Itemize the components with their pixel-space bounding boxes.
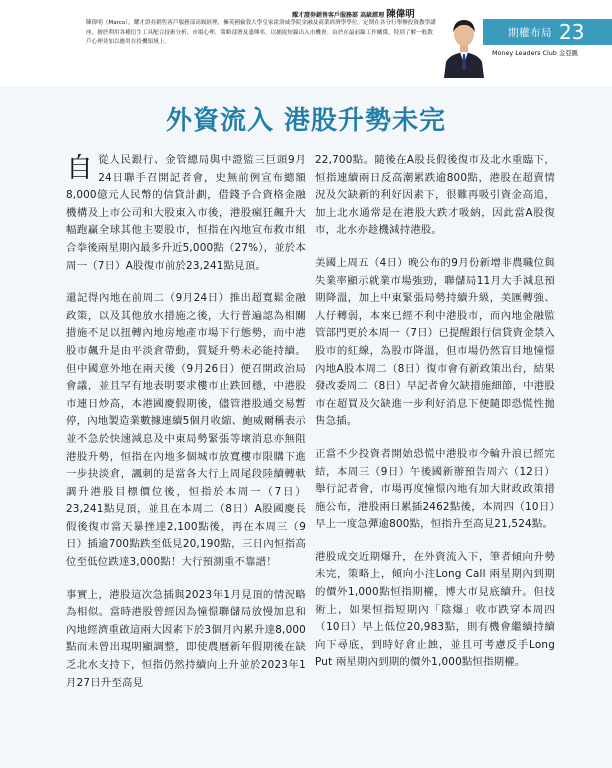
paragraph-3: 事實上，港股這次急插與2023年1月見頂的情況略為相似。當時港股曾經因為憧憬聯儲局放慢加息和內地經濟重啟這兩大因素下於3個月內累升達8,000點而未曾出現明顯調整，即使農曆新年假期後在缺乏北水支持下，恒指仍然持續向上升並於2023年1月27日升至高見	[66, 588, 306, 689]
author-name: 陳偉明	[386, 9, 415, 20]
paragraph-1-text: 從人民銀行、金管總局與中證監三巨頭9月24日聯手召開記者會，史無前例宣布總額8,000億元人民幣的信貸計劃，借錢予合資格金融機構及上市公司和大股東入市後，港股瘋狂飆升大幅跑贏全球其他主要股市，恒指在內地宣布救市組合拳後兩星期內最多升近5,000點（27%），並於本周一（7日）A股復市前於23,241點見頂。	[66, 154, 306, 272]
author-portrait	[440, 12, 488, 78]
paragraph-1	[66, 152, 306, 275]
author-bio: 陳偉明（Marco），耀才證券銷售客戶服務部高級經理，擁英國倫敦大學皇家霍洛威學院金融及商業經濟學學位。定期在各分行舉辦投資教學講座，擅於利用各種衍生工具配合技術分析、市場心理、策略部署及盛傳率，以捕捉短線出入市機會。由於在最前線工作關係，特別了解一般散戶心理並加以應用在投機領域上。	[86, 20, 436, 45]
club-name: Money Leaders Club 金亞匯	[492, 49, 579, 57]
section-label: 期權布局	[508, 27, 552, 39]
article-title: 外資流入 港股升勢未完	[165, 106, 447, 136]
page-number: 23	[559, 20, 585, 44]
drop-cap: 自	[66, 153, 94, 184]
paragraph-4: 22,700點。隨後在A股長假後復市及北水重臨下，恒指連續兩日反高潮累跌逾800點，港股在超賣情況及欠缺新的利好因素下，很難再吸引資金高追，加上北水通常是在港股大跌才吸納，因此當A股復市，北水亦趁機減持港股。	[315, 154, 555, 237]
article-header	[0, 0, 612, 86]
right-column	[315, 152, 555, 687]
paragraph-2: 還記得內地在前周二（9月24日）推出超寬鬆金融政策，以及其他放水措施之後，大行普遍認為相關措施不足以扭轉內地房地產市場下行態勢，而中港股市飆升是由平淡倉帶動，質疑升勢未必能持續。但中國意外地在兩天後（9月26日）便召開政治局會議，並且罕有地表明要求樓市止跌回穩，中港股市連日炒高，本港國慶假期後，儘管港股通交易暫停，內地製造業數據連續5個月收縮、鮑威爾稱表示並不急於快速減息及中東局勢緊張等壞消息亦無阻港股升勢，恒指在內地多個城市放寬樓市限購下進一步抉淡倉，諷刺的是當各大行上周尾段陸續轉軑調升港股目標價位後，恒指於本周一（7日）23,241點見頂，並且在本周二（8日）A股國慶長假後復市當天暴挫達2,100點後，再在本周三（9日）插逾700點跌至低見20,190點，三日內恒指高位至低位跌達3,000點！大行預測重不靠譜！	[66, 292, 306, 569]
left-column	[66, 152, 306, 707]
paragraph-6: 正當不少投資者開始恐慌中港股市今輪升浪已經完結，本周三（9日）午後國新辦預告周六（12日）舉行記者會，市場再度憧憬內地有加大財政政策措施公布，港股兩日累插2462點後，本周四（10日）早上一度急彈逾800點，恒指升至高見21,524點。	[315, 447, 555, 531]
author-role	[292, 6, 415, 20]
paragraph-5: 美國上周五（4日）晚公布的9月份新增非農職位與失業率顯示就業市場強勁，聯儲局11月大手減息預期降溫，加上中東緊張局勢持續升級，美匯轉強、人仔轉弱，本來已經不利中港股市，而內地金融監管部門更於本周一（7日）已提醒銀行信貸資金禁入股市的紅線，為股市降溫，但市場仍然盲目地憧憬內地A股本周二（8日）復市會有新政策出台，結果發改委周二（8日）早記者會欠缺措施細節，中港股市在超買及欠缺進一步利好消息下便隨即恐慌性拋售急插。	[315, 256, 555, 428]
author-role-text: 耀才證券銷售客戶服務部 高級經理	[292, 12, 385, 19]
paragraph-7: 港股成交近期爆升，在外資流入下，筆者傾向升勢未完，策略上，傾向小注Long Call 兩星期內到期的價外1,000點恒指期權，博大市見底續升。但技術上，如果恒指短期內「陰爆」收市跌穿本周四（10日）早上低位20,983點，則有機會繼續持續向下尋底，到時好倉止蝕，並且可考慮反手Long Put 兩星期內到期的價外1,000點恒指期權。	[315, 550, 555, 669]
